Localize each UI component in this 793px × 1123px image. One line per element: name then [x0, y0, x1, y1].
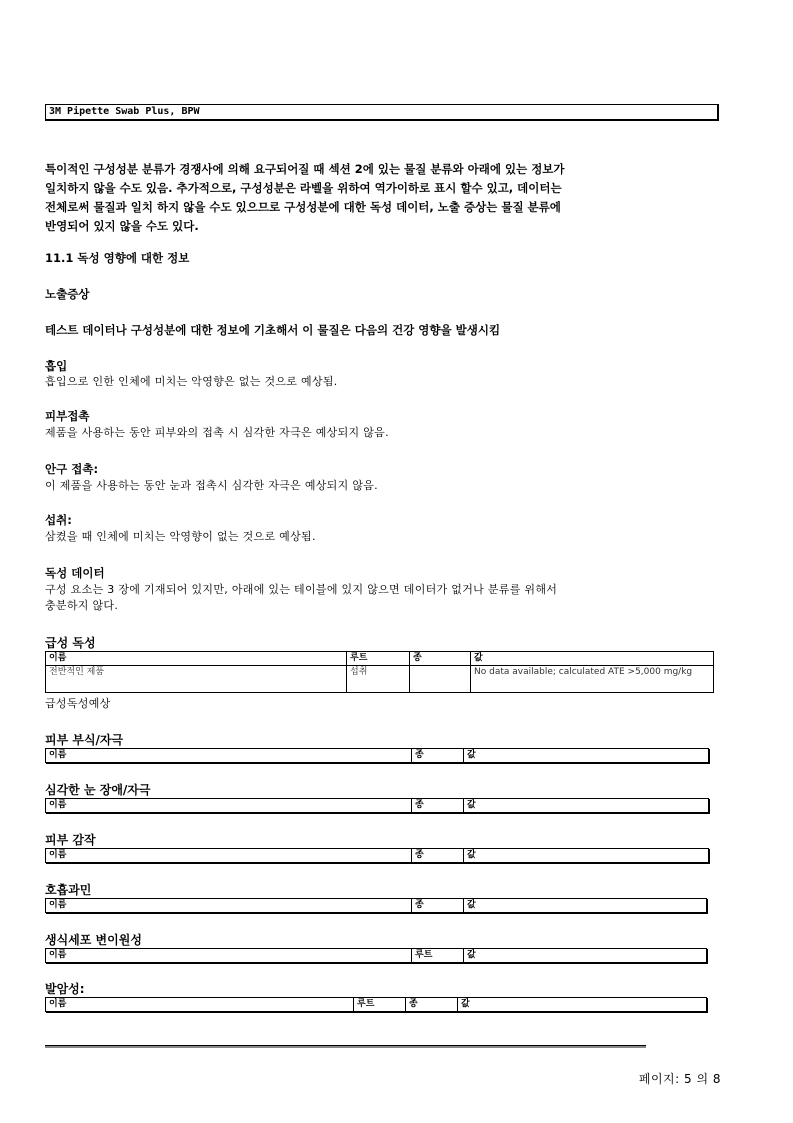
eye-damage-table — [45, 798, 709, 813]
table-header-row — [46, 899, 707, 913]
col-name-header: 이름 — [46, 749, 412, 763]
tox-data-title: 독성 데이터 — [45, 566, 105, 580]
footer-divider — [45, 1045, 646, 1048]
table-header-row — [46, 799, 709, 813]
skin-contact-title: 피부접촉 — [45, 409, 90, 423]
col-route-header: 루트 — [354, 998, 406, 1012]
ingestion-title: 섭취: — [45, 513, 72, 527]
intro-line: 반영되어 있지 않을 수도 있다. — [45, 219, 199, 233]
col-name-header: 이름 — [46, 998, 354, 1012]
col-route-header: 루트 — [412, 949, 464, 963]
col-value-header: 값 — [464, 799, 709, 813]
col-species-header: 종 — [406, 998, 458, 1012]
respiratory-sensitization-title: 호흡과민 — [45, 883, 92, 897]
skin-corrosion-table — [45, 748, 709, 763]
respiratory-sensitization-table — [45, 898, 707, 913]
cell-species — [410, 666, 471, 693]
col-species-header: 종 — [412, 749, 464, 763]
col-species-header: 종 — [412, 799, 464, 813]
carcinogenicity-title: 발암성: — [45, 982, 85, 996]
page-number: 페이지: 5 의 8 — [638, 1072, 721, 1086]
acute-toxicity-title: 급성 독성 — [45, 636, 96, 650]
skin-contact-text: 제품을 사용하는 동안 피부와의 접촉 시 심각한 자극은 예상되지 않음. — [45, 426, 389, 439]
col-name-header: 이름 — [46, 799, 412, 813]
inhalation-title: 흡입 — [45, 359, 68, 373]
skin-sensitization-title: 피부 감작 — [45, 833, 96, 847]
col-name-header: 이름 — [46, 899, 412, 913]
intro-paragraph — [45, 160, 725, 236]
intro-line: 일치하지 않을 수도 있음. 추가적으로, 구성성분은 라벨을 위하여 역가이하로 표시 할수 있고, 데이터는 — [45, 181, 562, 195]
germ-cell-mutagenicity-table — [45, 948, 707, 963]
inhalation-text: 흡입으로 인한 인체에 미치는 악영향은 없는 것으로 예상됨. — [45, 375, 338, 388]
col-route-header: 루트 — [347, 652, 410, 666]
cell-route: 섭취 — [347, 666, 410, 693]
table-row — [46, 666, 714, 693]
col-species-header: 종 — [412, 849, 464, 863]
table-header-row — [46, 749, 709, 763]
acute-toxicity-table — [45, 651, 714, 693]
intro-line: 전체로써 물질과 일치 하지 않을 수도 있으므로 구성성분에 대한 독성 데이터, 노출 증상는 물질 분류에 — [45, 200, 561, 214]
tox-data-line: 구성 요소는 3 장에 기재되어 있지만, 아래에 있는 테이블에 있지 않으면 데이터가 없거나 분류를 위해서 — [45, 583, 558, 596]
col-value-header: 값 — [464, 749, 709, 763]
table-header-row — [46, 652, 714, 666]
col-value-header: 값 — [464, 849, 709, 863]
eye-contact-text: 이 제품을 사용하는 동안 눈과 접촉시 심각한 자극은 예상되지 않음. — [45, 479, 378, 492]
tox-data-text — [45, 582, 557, 614]
intro-line: 특이적인 구성성분 분류가 경쟁사에 의해 요구되어질 때 섹션 2에 있는 물질 분류와 아래에 있는 정보가 — [45, 162, 565, 176]
product-header: 3M Pipette Swab Plus, BPW — [45, 104, 719, 121]
col-species-header: 종 — [412, 899, 464, 913]
cell-name: 전반적인 제품 — [46, 666, 347, 693]
col-name-header: 이름 — [46, 949, 412, 963]
col-species-header: 종 — [410, 652, 471, 666]
tox-data-line: 충분하지 않다. — [45, 599, 119, 612]
skin-corrosion-title: 피부 부식/자극 — [45, 733, 124, 747]
table-header-row — [46, 949, 707, 963]
col-name-header: 이름 — [46, 849, 412, 863]
col-value-header: 값 — [464, 899, 707, 913]
eye-contact-title: 안구 접촉: — [45, 462, 99, 476]
exposure-heading: 노출증상 — [45, 287, 90, 301]
germ-cell-mutagenicity-title: 생식세포 변이원성 — [45, 933, 142, 947]
skin-sensitization-table — [45, 848, 709, 863]
ingestion-text: 삼켰을 때 인체에 미치는 악영향이 없는 것으로 예상됨. — [45, 530, 316, 543]
based-on-statement: 테스트 데이터나 구성성분에 대한 정보에 기초해서 이 물질은 다음의 건강 영향을 발생시킴 — [45, 323, 501, 337]
table-header-row — [46, 998, 707, 1012]
cell-value: No data available; calculated ATE >5,000 mg/kg — [471, 666, 714, 693]
col-value-header: 값 — [464, 949, 707, 963]
carcinogenicity-table — [45, 997, 707, 1012]
section-title: 11.1 독성 영향에 대한 정보 — [45, 251, 190, 265]
eye-damage-title: 심각한 눈 장애/자극 — [45, 783, 151, 797]
col-name-header: 이름 — [46, 652, 347, 666]
acute-note: 급성독성예상 — [45, 697, 111, 710]
table-header-row — [46, 849, 709, 863]
col-value-header: 값 — [471, 652, 714, 666]
col-value-header: 값 — [458, 998, 707, 1012]
